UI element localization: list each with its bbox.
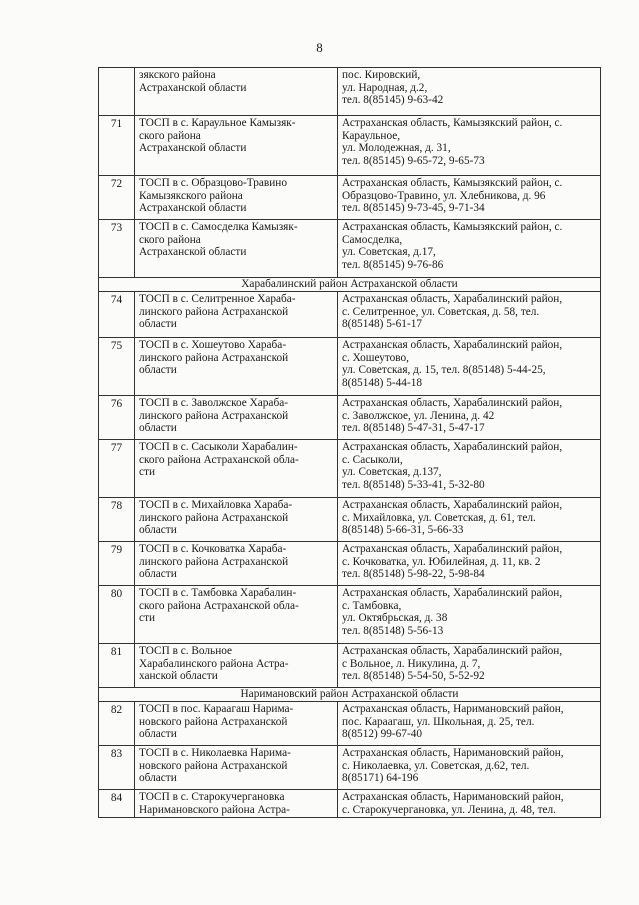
row-number: 74 xyxy=(99,292,135,338)
section-title: Наримановский район Астраханской области xyxy=(99,688,601,702)
organization-address: Астраханская область, Харабалинский район, с. Селитренное, ул. Советская, д. 58, тел. 8(85148) 5-61-17 xyxy=(338,292,601,338)
section-header-row xyxy=(99,688,601,702)
table-body xyxy=(99,68,601,818)
organization-name: ТОСП в с. Вольное Харабалинского района Астра- ханской области xyxy=(135,644,338,688)
row-number: 78 xyxy=(99,498,135,542)
organization-name: ТОСП в с. Сасыколи Харабалин- ского района Астраханской обла- сти xyxy=(135,440,338,498)
organization-name: ТОСП в пос. Караагаш Нарима- новского района Астраханской области xyxy=(135,702,338,746)
section-header-row xyxy=(99,278,601,292)
organization-name: ТОСП в с. Образцово-Травино Камызякского района Астраханской области xyxy=(135,176,338,220)
organization-address: Астраханская область, Харабалинский район, с Вольное, л. Никулина, д. 7, тел. 8(85148) 5-54-50, 5-52-92 xyxy=(338,644,601,688)
table-row xyxy=(99,498,601,542)
table-row xyxy=(99,644,601,688)
row-number: 72 xyxy=(99,176,135,220)
table-row xyxy=(99,586,601,644)
organization-address: Астраханская область, Наримановский район, с. Старокучергановка, ул. Ленина, д. 48, тел. xyxy=(338,790,601,818)
organization-address: Астраханская область, Харабалинский район, с. Сасыколи, ул. Советская, д.137, тел. 8(85148) 5-33-41, 5-32-80 xyxy=(338,440,601,498)
table-row xyxy=(99,176,601,220)
page-number: 8 xyxy=(316,40,323,55)
row-number: 71 xyxy=(99,116,135,176)
row-number: 81 xyxy=(99,644,135,688)
table-row xyxy=(99,542,601,586)
table-row xyxy=(99,220,601,278)
organization-name: ТОСП в с. Селитренное Хараба- линского района Астраханской области xyxy=(135,292,338,338)
organization-address: Астраханская область, Харабалинский район, с. Михайловка, ул. Советская, д. 61, тел. 8(85148) 5-66-31, 5-66-33 xyxy=(338,498,601,542)
table-row xyxy=(99,292,601,338)
organization-address: пос. Кировский, ул. Народная, д.2, тел. 8(85145) 9-63-42 xyxy=(338,68,601,116)
organization-address: Астраханская область, Наримановский район, пос. Караагаш, ул. Школьная, д. 25, тел. 8(8512) 99-67-40 xyxy=(338,702,601,746)
organization-address: Астраханская область, Харабалинский район, с. Тамбовка, ул. Октябрьская, д. 38 тел. 8(85148) 5-56-13 xyxy=(338,586,601,644)
section-title: Харабалинский район Астраханской области xyxy=(99,278,601,292)
table-row xyxy=(99,396,601,440)
table-row xyxy=(99,338,601,396)
row-number: 83 xyxy=(99,746,135,790)
table-row xyxy=(99,116,601,176)
organization-name: ТОСП в с. Старокучергановка Наримановского района Астра- xyxy=(135,790,338,818)
row-number: 76 xyxy=(99,396,135,440)
row-number: 77 xyxy=(99,440,135,498)
organization-name: ТОСП в с. Самосделка Камызяк- ского района Астраханской области xyxy=(135,220,338,278)
organization-address: Астраханская область, Камызякский район, с. Караульное, ул. Молодежная, д. 31, тел. 8(85145) 9-65-72, 9-65-73 xyxy=(338,116,601,176)
table-row xyxy=(99,440,601,498)
row-number: 82 xyxy=(99,702,135,746)
row-number: 80 xyxy=(99,586,135,644)
row-number xyxy=(99,68,135,116)
row-number: 84 xyxy=(99,790,135,818)
organization-address: Астраханская область, Харабалинский район, с. Хошеутово, ул. Советская, д. 15, тел. 8(85148) 5-44-25, 8(85148) 5-44-18 xyxy=(338,338,601,396)
table-row xyxy=(99,790,601,818)
organizations-table xyxy=(98,67,601,818)
organization-name: ТОСП в с. Кочковатка Хараба- линского района Астраханской области xyxy=(135,542,338,586)
row-number: 79 xyxy=(99,542,135,586)
organization-address: Астраханская область, Харабалинский район, с. Кочковатка, ул. Юбилейная, д. 11, кв. 2 тел. 8(85148) 5-98-22, 5-98-84 xyxy=(338,542,601,586)
organization-name: ТОСП в с. Тамбовка Харабалин- ского района Астраханской обла- сти xyxy=(135,586,338,644)
organization-name: ТОСП в с. Хошеутово Хараба- линского района Астраханской области xyxy=(135,338,338,396)
organization-address: Астраханская область, Камызякский район, с. Образцово-Травино, ул. Хлебникова, д. 96 тел. 8(85145) 9-73-45, 9-71-34 xyxy=(338,176,601,220)
table-row xyxy=(99,68,601,116)
table-row xyxy=(99,746,601,790)
organization-name: ТОСП в с. Заволжское Хараба- линского района Астраханской области xyxy=(135,396,338,440)
table-row xyxy=(99,702,601,746)
organization-address: Астраханская область, Харабалинский район, с. Заволжское, ул. Ленина, д. 42 тел. 8(85148) 5-47-31, 5-47-17 xyxy=(338,396,601,440)
organization-name: ТОСП в с. Николаевка Нарима- новского района Астраханской области xyxy=(135,746,338,790)
organization-address: Астраханская область, Наримановский район, с. Николаевка, ул. Советская, д.62, тел. 8(85171) 64-196 xyxy=(338,746,601,790)
organization-address: Астраханская область, Камызякский район, с. Самосделка, ул. Советская, д.17, тел. 8(85145) 9-76-86 xyxy=(338,220,601,278)
organization-name: ТОСП в с. Караульное Камызяк- ского района Астраханской области xyxy=(135,116,338,176)
organization-name: ТОСП в с. Михайловка Хараба- линского района Астраханской области xyxy=(135,498,338,542)
row-number: 73 xyxy=(99,220,135,278)
row-number: 75 xyxy=(99,338,135,396)
organization-name: зякского района Астраханской области xyxy=(135,68,338,116)
